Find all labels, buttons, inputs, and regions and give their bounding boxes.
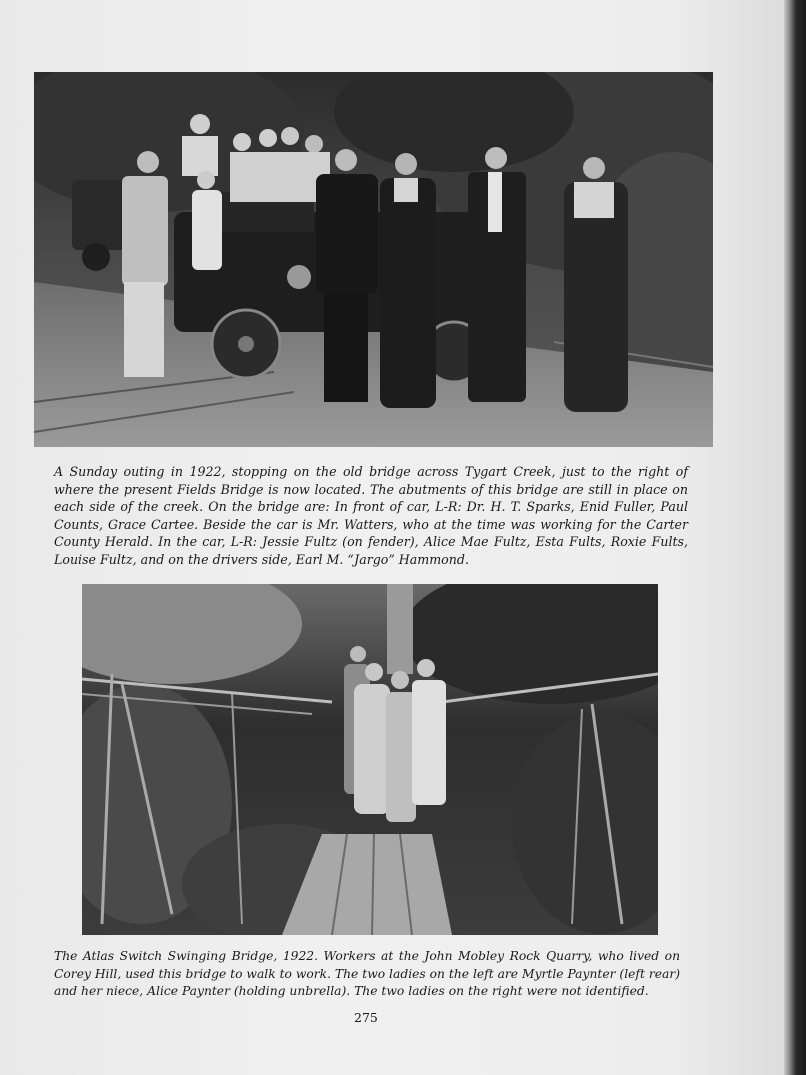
photo-caption: The Atlas Switch Swinging Bridge, 1922. Workers at the John Mobley Rock Quarry, who lived on Corey Hill, used this bridge to walk to work. The two ladies on the left are Myrtle Paynter (left rear) and her niece, Alice Paynter (holding unbrella). The two ladies on the right were not identified. xyxy=(54,949,680,998)
photo-sunday-outing xyxy=(34,72,713,447)
page-number: 275 xyxy=(354,1010,378,1025)
photo-swinging-bridge xyxy=(82,584,658,935)
photo-caption: A Sunday outing in 1922, stopping on the old bridge across Tygart Creek, just to the right of where the present Fields Bridge is now located. The abutments of this bridge are still in place on each side of the creek. On the bridge are: In front of car, L-R: Dr. H. T. Sparks, Enid Fuller, Paul Counts, Grace Cartee. Beside the car is Mr. Watters, who at the time was working for the Carter County Herald. In the car, L-R: Jessie Fultz (on fender), Alice Mae Fultz, Esta Fults, Roxie Fults, Louise Fultz, and on the drivers side, Earl M. “Jargo” Hammond. xyxy=(54,464,688,567)
book-spine xyxy=(784,0,806,1075)
